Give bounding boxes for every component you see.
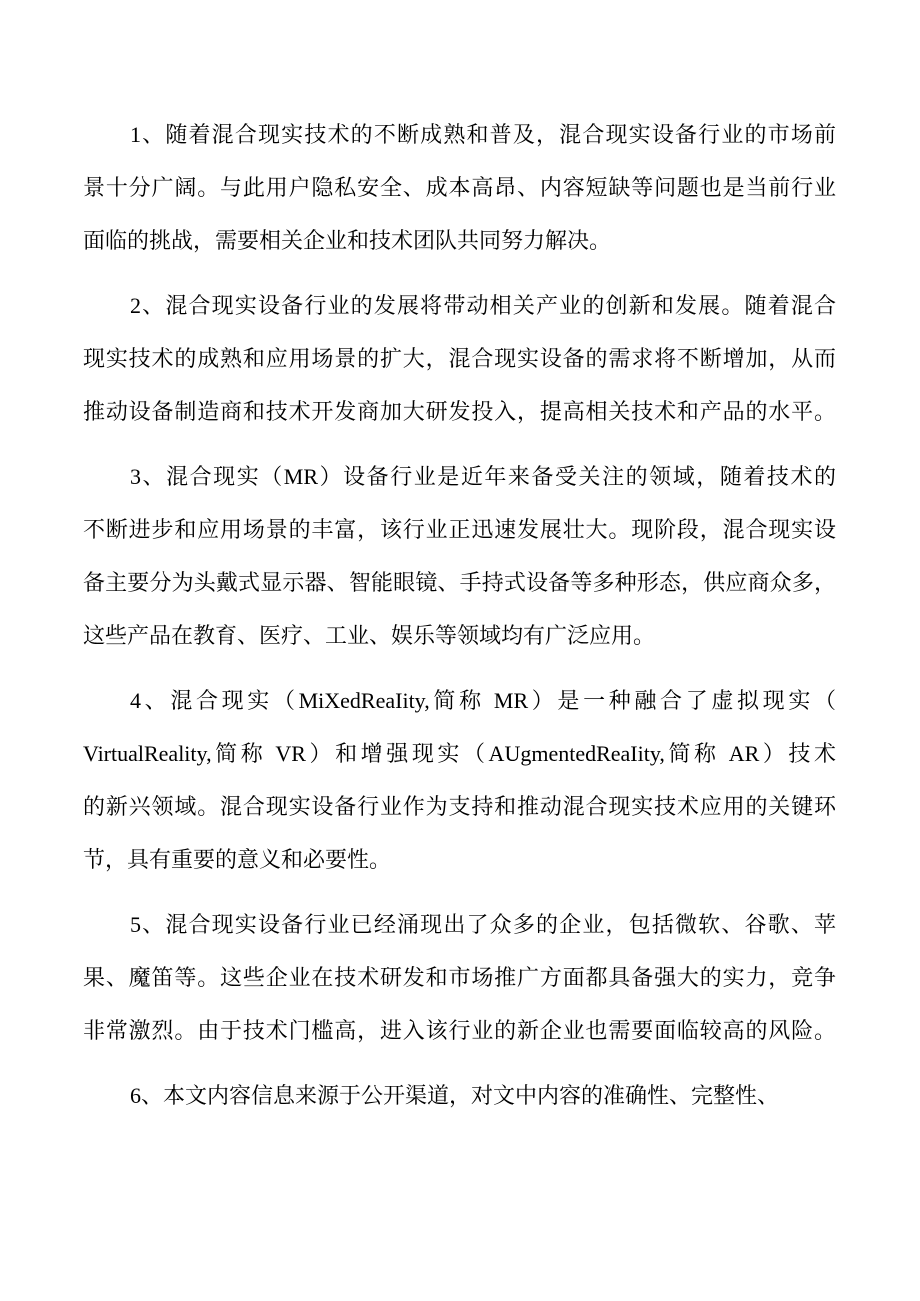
paragraph-line: 不断进步和应用场景的丰富，该行业正迅速发展壮大。现阶段，混合现实设 bbox=[83, 517, 836, 542]
paragraph-line: VirtualReality,简称 VR）和增强现实（AUgmentedReaIity,简称 AR）技术 bbox=[83, 741, 836, 766]
paragraph-line: 的新兴领域。混合现实设备行业作为支持和推动混合现实技术应用的关键环 bbox=[83, 794, 836, 819]
paragraph-line: 果、魔笛等。这些企业在技术研发和市场推广方面都具备强大的实力，竞争 bbox=[83, 965, 836, 990]
paragraph-line: 景十分广阔。与此用户隐私安全、成本高昂、内容短缺等问题也是当前行业 bbox=[83, 175, 836, 200]
paragraph-line: 4、混合现实（MiXedReaIity,简称 MR）是一种融合了虚拟现实（ bbox=[130, 688, 836, 713]
document-body bbox=[83, 108, 836, 1134]
paragraph-4 bbox=[83, 674, 836, 886]
paragraph-line: 6、本文内容信息来源于公开渠道，对文中内容的准确性、完整性、 bbox=[130, 1083, 780, 1108]
paragraph-line: 推动设备制造商和技术开发商加大研发投入，提高相关技术和产品的水平。 bbox=[83, 399, 836, 424]
paragraph-line: 5、混合现实设备行业已经涌现出了众多的企业，包括微软、谷歌、苹 bbox=[130, 912, 836, 937]
paragraph-2 bbox=[83, 279, 836, 438]
paragraph-line: 这些产品在教育、医疗、工业、娱乐等领域均有广泛应用。 bbox=[83, 623, 656, 648]
paragraph-line: 1、随着混合现实技术的不断成熟和普及，混合现实设备行业的市场前 bbox=[130, 122, 836, 147]
paragraph-1 bbox=[83, 108, 836, 267]
paragraph-line: 非常激烈。由于技术门槛高，进入该行业的新企业也需要面临较高的风险。 bbox=[83, 1018, 836, 1043]
paragraph-line: 备主要分为头戴式显示器、智能眼镜、手持式设备等多种形态，供应商众多， bbox=[83, 570, 836, 595]
paragraph-line: 3、混合现实（MR）设备行业是近年来备受关注的领域，随着技术的 bbox=[130, 464, 836, 489]
paragraph-3 bbox=[83, 450, 836, 662]
paragraph-line: 2、混合现实设备行业的发展将带动相关产业的创新和发展。随着混合 bbox=[130, 293, 836, 318]
paragraph-line: 节，具有重要的意义和必要性。 bbox=[83, 847, 392, 872]
paragraph-line: 面临的挑战，需要相关企业和技术团队共同努力解决。 bbox=[83, 228, 612, 253]
paragraph-6 bbox=[83, 1069, 836, 1122]
paragraph-line: 现实技术的成熟和应用场景的扩大，混合现实设备的需求将不断增加，从而 bbox=[83, 346, 836, 371]
paragraph-5 bbox=[83, 898, 836, 1057]
